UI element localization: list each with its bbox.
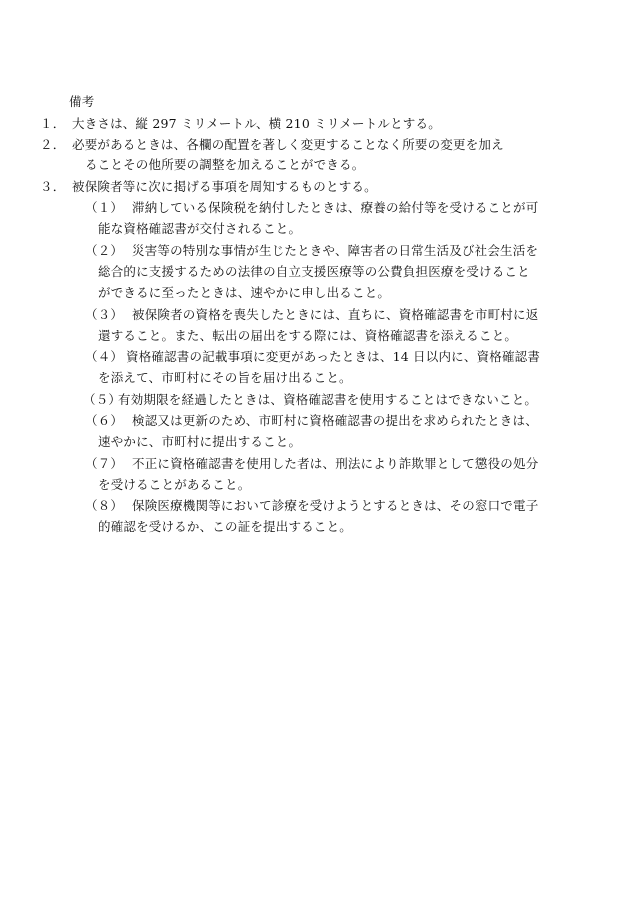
subitem-1-line-1: 滞納している保険税を納付したときは、療養の給付等を受けることが可 [132,200,539,215]
subitem-3-line-1: 被保険者の資格を喪失したときには、直ちに、資格確認書を市町村に返 [132,307,539,322]
subitem-1-number: （１） [85,200,124,215]
subitem-5-number: （５） [83,392,122,407]
subitem-6-line-2: 速やかに、市町村に提出すること。 [98,434,302,449]
subitem-2-line-1: 災害等の特別な事情が生じたときや、障害者の日常生活及び社会生活を [132,243,539,258]
item-3-line-1: 被保険者等に次に掲げる事項を周知するものとする。 [72,179,377,194]
subitem-3-line-2: 還すること。また、転出の届出をする際には、資格確認書を添えること。 [98,328,518,343]
item-2-line-2: ることその他所要の調整を加えることができる。 [85,157,365,172]
subitem-7-number: （７） [85,456,124,471]
subitem-1-line-2: 能な資格確認書が交付されること。 [98,221,302,236]
subitem-2-line-3: ができるに至ったときは、速やかに申し出ること。 [98,285,391,300]
item-2-line-1: 必要があるときは、各欄の配置を著しく変更することなく所要の変更を加え [72,137,504,152]
subitem-6-number: （６） [85,413,124,428]
item-1-line-1: 大きさは、縦 297 ミリメートル、横 210 ミリメートルとする。 [72,116,441,131]
remarks-heading: 備考 [69,94,95,109]
subitem-2-line-2: 総合的に支援するための法律の自立支援医療等の公費負担医療を受けること [98,264,530,279]
subitem-4-number: （４） [85,349,124,364]
subitem-6-line-1: 検認又は更新のため、市町村に資格確認書の提出を求められたときは、 [132,413,538,428]
subitem-8-line-2: 的確認を受けるか、この証を提出すること。 [98,519,353,534]
item-1-number: １． [40,116,66,131]
subitem-7-line-2: を受けることがあること。 [98,477,251,492]
subitem-5-line-1: 有効期限を経過したときは、資格確認書を使用することはできないこと。 [118,392,538,407]
subitem-4-line-2: を添えて、市町村にその旨を届け出ること。 [98,370,352,385]
subitem-3-number: （３） [85,307,124,322]
subitem-8-line-1: 保険医療機関等において診療を受けようとするときは、その窓口で電子 [132,498,539,513]
subitem-8-number: （８） [85,498,124,513]
subitem-2-number: （２） [85,243,124,258]
item-2-number: ２． [40,137,66,152]
subitem-7-line-1: 不正に資格確認書を使用した者は、刑法により詐欺罪として懲役の処分 [132,456,539,471]
item-3-number: ３． [40,179,66,194]
subitem-4-line-1: 資格確認書の記載事項に変更があったときは、14 日以内に、資格確認書 [126,349,541,364]
